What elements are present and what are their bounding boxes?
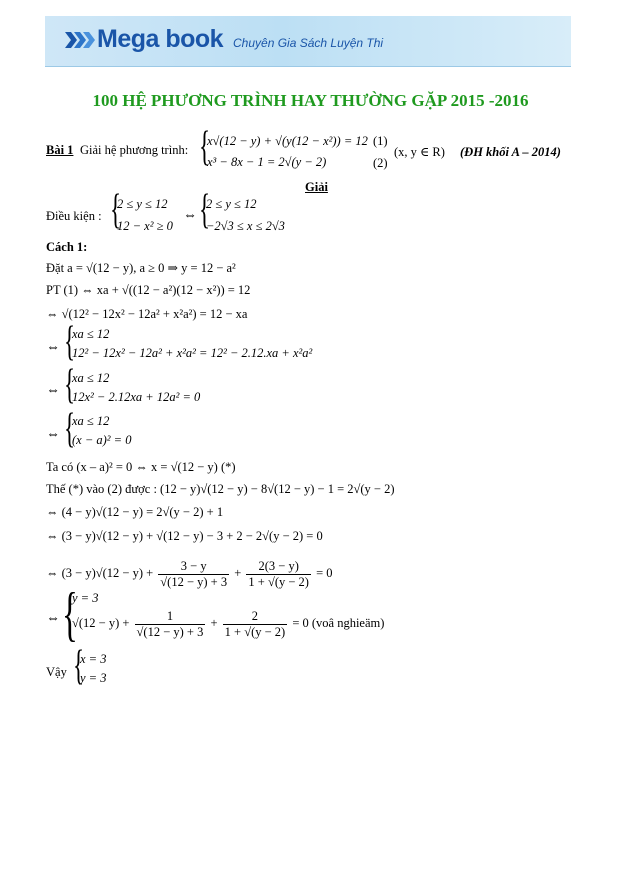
answer-brace: { bbox=[73, 643, 85, 689]
condition-label: Điều kiện : bbox=[46, 209, 102, 223]
step-3a: xa ≤ 12 bbox=[72, 371, 110, 385]
answer-label: Vậy bbox=[46, 665, 67, 679]
brand-name: Mega book bbox=[97, 25, 224, 53]
step-8-fraction-2: $\frac{2}{1 + √(y - 2)}$ bbox=[224, 609, 286, 639]
equation-2: x³ − 8x − 1 = 2√(y − 2) bbox=[207, 155, 327, 169]
step-7-fraction-1: $\frac{3 - y}{√(12 - y) + 3}$ bbox=[160, 559, 228, 589]
method-heading: Cách 1: bbox=[46, 240, 88, 254]
equation-2-tag: (2) bbox=[373, 156, 388, 170]
substitution-line: Đặt a = √(12 − y), a ≥ 0 ⇒ y = 12 − a² bbox=[46, 261, 236, 275]
condition-a1: 2 ≤ y ≤ 12 bbox=[117, 197, 168, 211]
step-4-brace: { bbox=[64, 406, 76, 452]
step-2-brace: { bbox=[64, 319, 76, 365]
step-8-brace: { bbox=[62, 581, 78, 647]
substitute-line: Thế (*) vào (2) được : (12 − y)√(12 − y) − 8√(12 − y) − 1 = 2√(y − 2) bbox=[46, 482, 395, 496]
equation-1: x√(12 − y) + √(y(12 − x²)) = 12 bbox=[207, 134, 368, 148]
step-3b: 12x² − 2.12xa + 12a² = 0 bbox=[72, 390, 201, 404]
answer-y: y = 3 bbox=[80, 671, 107, 685]
condition-a2: 12 − x² ≥ 0 bbox=[117, 219, 173, 233]
variable-domain: (x, y ∈ R) bbox=[394, 145, 445, 159]
step-2b: 12² − 12x² − 12a² + x²a² = 12² − 2.12.xa + x²a² bbox=[72, 346, 313, 360]
step-1: ⇔ √(12² − 12x² − 12a² + x²a²) = 12 − xa bbox=[46, 307, 248, 321]
document-title: 100 HỆ PHƯƠNG TRÌNH HAY THƯỜNG GẶP 2015 -2016 bbox=[92, 91, 529, 110]
equivalence-arrow: ⇔ bbox=[183, 208, 197, 223]
step-7-lead: ⇔ (3 − y)√(12 − y) + bbox=[46, 565, 154, 580]
conclusion-x: Ta có (x – a)² = 0 ⇔ x = √(12 − y) (*) bbox=[46, 460, 236, 474]
problem-prompt: Giải hệ phương trình: bbox=[80, 143, 189, 157]
header-banner bbox=[45, 16, 571, 67]
step-2-arrow: ⇔ bbox=[46, 340, 60, 355]
solution-heading: Giải bbox=[305, 180, 328, 194]
step-4a: xa ≤ 12 bbox=[72, 414, 110, 428]
megabook-logo-icon bbox=[63, 30, 95, 50]
step-2a: xa ≤ 12 bbox=[72, 327, 110, 341]
condition-brace-2: { bbox=[199, 187, 211, 233]
condition-brace: { bbox=[110, 187, 122, 233]
step-3-brace: { bbox=[64, 362, 76, 408]
step-6: ⇔ (3 − y)√(12 − y) + √(12 − y) − 3 + 2 − 2√(y − 2) = 0 bbox=[46, 529, 323, 543]
step-5: ⇔ (4 − y)√(12 − y) = 2√(y − 2) + 1 bbox=[46, 505, 224, 519]
step-8a: y = 3 bbox=[72, 591, 99, 605]
step-7-fraction-2: $\frac{2(3 - y)}{1 + √(y - 2)}$ bbox=[248, 559, 309, 589]
answer-x: x = 3 bbox=[80, 652, 107, 666]
step-8b: √(12 − y) + $\frac{1}{√(12 - y) + 3}$ + $\frac{2}{1 + √(y - 2)}$ = 0 (voâ nghieäm) bbox=[72, 609, 385, 639]
equation-1-tag: (1) bbox=[373, 134, 388, 148]
equation-1-rewrite: PT (1) ⇔ xa + √((12 − a²)(12 − x²)) = 12 bbox=[46, 283, 251, 297]
problem-source: (ĐH khối A – 2014) bbox=[460, 145, 561, 159]
condition-b2: −2√3 ≤ x ≤ 2√3 bbox=[206, 219, 285, 233]
condition-b1: 2 ≤ y ≤ 12 bbox=[206, 197, 257, 211]
problem-label: Bài 1 bbox=[46, 143, 74, 157]
step-4b: (x − a)² = 0 bbox=[72, 433, 132, 447]
brand-tagline: Chuyên Gia Sách Luyện Thi bbox=[233, 36, 384, 50]
step-4-arrow: ⇔ bbox=[46, 427, 60, 442]
system-brace: { bbox=[199, 124, 211, 170]
step-7: ⇔ (3 − y)√(12 − y) + $\frac{3 - y}{√(12 - y) + 3}$ + $\frac{2(3 - y)}{1 + √(y - 2)}$ = 0 bbox=[46, 559, 333, 589]
step-8-fraction-1: $\frac{1}{√(12 - y) + 3}$ bbox=[136, 609, 204, 639]
step-8-arrow: ⇔ bbox=[46, 611, 60, 626]
step-3-arrow: ⇔ bbox=[46, 383, 60, 398]
